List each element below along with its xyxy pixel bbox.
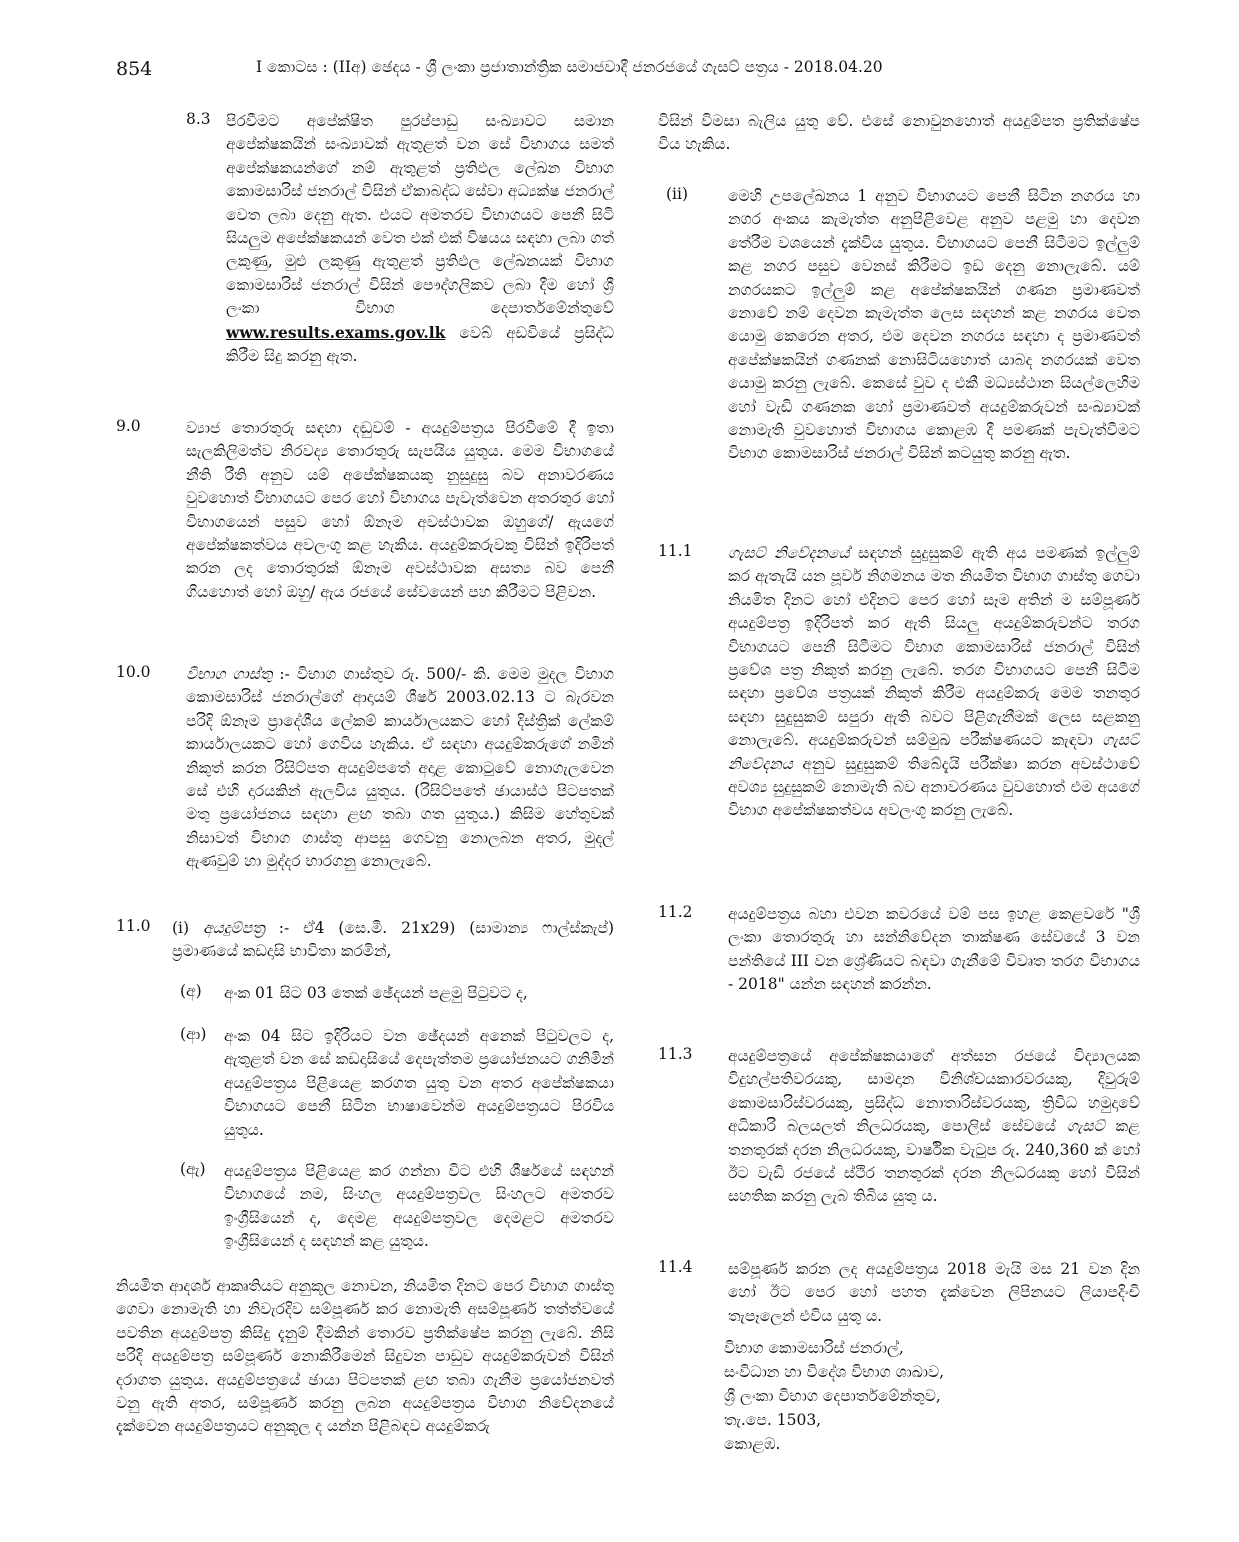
- page-header: [116, 58, 1136, 90]
- section-number: 9.0: [116, 417, 141, 435]
- section-number: 11.0: [116, 917, 151, 935]
- address-line: තැ.පෙ. 1503,: [724, 1411, 822, 1429]
- right-column: [658, 110, 1140, 1510]
- section-label: ගැසට්: [1066, 1117, 1105, 1136]
- section-number: 11.2: [658, 903, 693, 921]
- page-number: 854: [116, 58, 153, 80]
- sub-item-aa: (ආ) අංක 04 සිට ඉදිරියට වන ඡේදයන් අනෙක් පිටුවලට ද, ඇතුළත් වන සේ කඩදාසියේ දෙපැත්තම ප්‍රයෝජනයට ගනිමින් අයදුම්පත්‍රය පිළියෙළ කරගත යුතු වන අතර අපේක්ෂකයා විභාගයට පෙනී සිටින භාෂාවෙන්ම අයදුම්පත්‍රයට පිරවිය යුතුය.: [180, 1025, 614, 1139]
- sub-marker: (i): [172, 919, 190, 937]
- section-10-0: [116, 663, 616, 903]
- results-website-link[interactable]: www.results.exams.gov.lk: [226, 322, 446, 342]
- section-text: පිරවීමට අපේක්ෂිත පුරප්පාඩු සංඛ්‍යාවට සමාන අපේක්ෂකයින් සංඛ්‍යාවක් ඇතුළත් වන සේ විභාගය සමත් අපේක්ෂකයන්ගේ නම් ඇතුළත් ප්‍රතිඵල ලේඛන විභාග කොමසාරිස් ජනරාල් විසින් ඒකාබද්ධ සේවා අධ්‍යක්ෂ ජනරාල් වෙත ලබා දෙනු ඇත. එයට අමතරව විභාගයට පෙනී සිටි සියලුම අපේක්ෂකයන් වෙත එක් එක් විෂයය සඳහා ලබා ගත් ලකුණු, මුළු ලකුණු ඇතුළත් ප්‍රතිඵල ලේඛනයක් විභාග කොමසාරිස් ජනරාල් විසින් පෞද්ගලිකව ලබා දීම හෝ ශ්‍රී ලංකා විභාග දෙපාර්තමේන්තුවේ www.results.exams.gov.lk වෙබ් අඩවියේ ප්‍රසිද්ධ කිරීම සිදු කරනු ඇත.: [226, 112, 614, 366]
- section-number: 10.0: [116, 663, 151, 681]
- closing-paragraph: නියමිත ආදර්ශ ආකෘතියට අනුකූල නොවන, නියමිත දිනට පෙර විභාග ගාස්තු ගෙවා නොමැති හා නිවැරදිව සම්පූර්ණ කර නොමැති අසම්පූර්ණ තත්ත්වයේ පවතින අයදුම්පත්‍ර කිසිදු දැනුම් දීමකින් තොරව ප්‍රතික්ෂේප කරනු ලැබේ. නිසි පරිදි අයදුම්පත්‍ර සම්පූර්ණ නොකිරීමෙන් සිදුවන පාඩුව අයදුම්කරුවන් විසින් දරාගත යුතුය. අයදුම්පත්‍රයේ ඡායා පිටපතක් ළඟ තබා ගැනීම ප්‍රයෝජනවත් වනු ඇති අතර, සම්පූර්ණ කරනු ලබන අයදුම්පත්‍රය විභාග නිවේදනයේ දැක්වෙන අයදුම්පත්‍රයට අනුකූල ද යන්න පිළිබඳව අයදුම්කරු: [116, 1277, 614, 1436]
- address-line: විභාග කොමසාරිස් ජනරාල්,: [724, 1339, 904, 1357]
- postal-address: [724, 1336, 1140, 1456]
- sub-item-ae: (ඇ) අයදුම්පත්‍රය පිළියෙළ කර ගන්නා විට එහි ශීර්ෂයේ සඳහන් විභාගයේ නම, සිංහල අයදුම්පත්‍රවල සිංහලට අමතරව ඉංග්‍රීසියෙන් ද, දෙමළ අයදුම්පත්‍රවල දෙමළට අමතරව ඉංග්‍රීසියෙන් ද සඳහන් කළ යුතුය.: [180, 1160, 614, 1251]
- section-number: 11.3: [658, 1045, 693, 1063]
- section-text: විභාග ගාස්තු :- විභාග ගාස්තුව රු. 500/- කි. මෙම මුදල විභාග කොමසාරිස් ජනරාල්ගේ ආදායම් ශීර්ෂ 2003.02.13 ට බැරවන පරිදි ඕනෑම ප්‍රාදේශීය ලේකම් කාර්යාලයකට හෝ දිස්ත්‍රික් ලේකම් කාර්යාලයකට හෝ ගෙවිය හැකිය. ඒ සඳහා අයදුම්කරුගේ නමින් නිකුත් කරන රිසිට්පත අයදුම්පතේ අදාළ කොටුවේ නොගැලවෙන සේ එහි දාරයකින් ඇලවිය යුතුය. (රිසිට්පතේ ඡායාස්ථ පිටපතක් මතු ප්‍රයෝජනය සඳහා ළඟ තබා ගත යුතුය.) කිසිම හේතුවක් නිසාවත් විභාග ගාස්තු ආපසු ගෙවනු නොලබන අතර, මුදල් ඇණවුම් හා මුද්දර භාරගනු නොලැබේ.: [186, 665, 614, 871]
- section-11-2: 11.2 අයදුම්පත්‍රය බහා එවන කවරයේ වම් පස ඉහළ කෙළවරේ "ශ්‍රී ලංකා තොරතුරු හා සන්නිවේදන තාක්ෂණ සේවයේ 3 වන පන්තියේ III වන ශ්‍රේණියට බඳවා ගැනීමේ විවෘත තරග විභාගය - 2018" යන්න සඳහන් කරන්න.: [658, 903, 1140, 994]
- section-11-0: [116, 917, 616, 1257]
- section-9-0: [116, 417, 616, 657]
- section-8-3: [116, 110, 616, 400]
- sub-item-a: (අ) අංක 01 සිට 03 තෙක් ඡේදයන් පළමු පිටුවට ද,: [180, 982, 528, 1002]
- sub-marker: (ආ): [180, 1025, 207, 1043]
- section-11-3: [658, 1045, 1140, 1235]
- section-number: 11.4: [658, 1258, 693, 1276]
- left-column: [116, 110, 616, 1510]
- section-ii: (ii) මෙහි උපලේඛනය 1 අනුව විභාගයට පෙනී සිටින නගරය හා නගර අංකය කැමැත්ත අනුපිළිවෙළ අනුව පළමු හා දෙවන තේරීම වශයෙන් දැක්විය යුතුය. විභාගයට පෙනී සිටීමට ඉල්ලුම් කළ නගර පසුව වෙනස් කිරීමට ඉඩ දෙනු නොලැබේ. යම් නගරයකට ඉල්ලුම් කළ අපේක්ෂකයින් ගණන ප්‍රමාණවත් නොවේ නම් දෙවන කැමැත්ත ලෙස සඳහන් කළ නගරය වෙත යොමු කෙරෙන අතර, එම දෙවන නගරය සඳහා ද ප්‍රමාණවත් අපේක්ෂකයින් ගණනක් නොසිටියහොත් යාබද නගරයක් වෙත යොමු කරනු ලැබේ. කෙසේ වුව ද එකී මධ්‍යස්ථාන සියල්ලෙහිම හෝ වැඩි ගණනක හෝ ප්‍රමාණවත් අයදුම්කරුවන් සංඛ්‍යාවක් නොමැති වුවහොත් විභාගය කොළඹ දී පමණක් පැවැත්වීමට විභාග කොමසාරිස් ජනරාල් විසින් කටයුතු කරනු ඇත.: [666, 185, 1140, 463]
- section-text: (i) අයදුම්පත්‍ර :- ඒ4 (සෙ.මී. 21x29) (සාමාන්‍ය ෆාල්ස්කැප්) ප්‍රමාණයේ කඩදාසි භාවිතා කරමින්,: [172, 919, 614, 961]
- address-line: සංවිධාන හා විදේශ විභාග ශාඛාව,: [724, 1363, 945, 1381]
- section-number: (ii): [666, 185, 689, 203]
- section-number: 11.1: [658, 542, 693, 560]
- sub-marker: (අ): [180, 982, 202, 1000]
- section-11-1: [658, 542, 1140, 884]
- section-number: 8.3: [186, 110, 211, 128]
- gazette-title: I කොටස : (IIඅ) ඡෙදය - ශ්‍රී ලංකා ප්‍රජාතාන්ත්‍රික සමාජවාදී ජනරජයේ ගැසට් පත්‍රය - 2018.04.20: [256, 58, 883, 76]
- address-line: ශ්‍රී ලංකා විභාග දෙපාර්තමේන්තුව,: [724, 1387, 941, 1405]
- section-label: අයදුම්පත්‍ර: [202, 919, 265, 937]
- section-label: ගැසට් නිවේදනයේ: [728, 544, 850, 562]
- address-line: කොළඹ.: [724, 1435, 781, 1453]
- section-text: ගැසට් නිවේදනයේ සඳහන් සුදුසුකම් ඇති අය පමණක් ඉල්ලුම් කර ඇතැයි යන පූර්ව නිගමනය මත නියමිත විභාග ගාස්තු ගෙවා නියමිත දිනට හෝ එදිනට පෙර හෝ සෑම අතින් ම සම්පූර්ණ අයදුම්පත්‍ර ඉදිරිපත් කර ඇති සියලු අයදුම්කරුවන්ට තරග විභාගයට පෙනී සිටීමට විභාග කොමසාරිස් ජනරාල් විසින් ප්‍රවේශ පත්‍ර නිකුත් කරනු ලැබේ. තරග විභාගයට පෙනී සිටීම සඳහා ප්‍රවේශ පත්‍රයක් නිකුත් කිරීම අයදුම්කරු මෙම තනතුර සඳහා සුදුසුකම් සපුරා ඇති බවට පිළිගැනීමක් ලෙස සළකනු නොලැබේ. අයදුම්කරුවන් සම්මුඛ පරීක්ෂණයට කැඳවා ගැසට් නිවේදනය අනුව සුදුසුකම් තිබේදැයි පරීක්ෂා කරන අවස්ථාවේ අවශ්‍ය සුදුසුකම් නොමැති බව අනාවරණය වුවහොත් එම අයගේ විභාග අපේක්ෂකත්වය අවලංගු කරනු ලැබේ.: [728, 544, 1140, 820]
- continued-text: විසින් විමසා බැලිය යුතු වේ. එසේ නොවුනහොත් අයදුම්පත ප්‍රතික්ෂේප විය හැකිය.: [658, 112, 1140, 154]
- section-text: ව්‍යාජ තොරතුරු සඳහා දඬුවම් - අයදුම්පත්‍රය පිරවීමේ දී ඉතා සැලකිලිමත්ව නිරවද්‍ය තොරතුරු සැපයිය යුතුය. මෙම විභාගයේ නීති රීති අනුව යම් අපේක්ෂකයකු නුසුදුසු බව අනාවරණය වුවහොත් විභාගයට පෙර හෝ විභාගය පැවැත්වෙන අතරතුර හෝ විභාගයෙන් පසුව හෝ ඕනෑම අවස්ථාවක ඔහුගේ/ ඇයගේ අපේක්ෂකත්වය අවලංගු කළ හැකිය. අයදුම්කරුවකු විසින් ඉදිරිපත් කරන ලද තොරතුරක් ඕනෑම අවස්ථාවක අසත්‍ය බව පෙනී ගියහොත් හෝ ඔහු/ ඇය රජයේ සේවයෙන් පහ කිරීමට පිළිවන.: [186, 419, 614, 601]
- sub-marker: (ඇ): [180, 1160, 206, 1178]
- section-11-4: 11.4 සම්පූර්ණ කරන ලද අයදුම්පත්‍රය 2018 මැයි මස 21 වන දින හෝ ඊට පෙර හෝ පහත දැක්වෙන ලිපිනයට ලියාපදිංචි තැපෑලෙන් එවිය යුතු ය. විභාග කොමසාරිස් ජනරාල්, සංවිධාන හා විදේශ විභාග ශාඛාව, ශ්‍රී ලංකා විභාග දෙපාර්තමේන්තුව, තැ.පෙ. 1503, කොළඹ.: [658, 1258, 1140, 1508]
- section-text: අයදුම්පත්‍රයේ අපේක්ෂකයාගේ අත්සන රජයේ විද්‍යාලයක විදුහල්පතිවරයකු, සාමදාන විනිශ්චයකාරවරයකු, දිවුරුම් කොමසාරිස්වරයකු, ප්‍රසිද්ධ නොතාරිස්වරයකු, ත්‍රිවිධ හමුදාවේ අධිකාරි බලයලත් නිලධරයකු, පොලිස් සේවයේ ගැසට් කළ තනතුරක් දරන නිලධරයකු, වාර්ෂික වැටුප රු. 240,360 ක් හෝ ඊට වැඩි රජයේ ස්ථිර තනතුරක් දරන නිලධරයකු හෝ විසින් සහතික කරනු ලැබ තිබිය යුතු ය.: [728, 1047, 1140, 1206]
- section-label: විභාග ගාස්තු: [186, 665, 273, 683]
